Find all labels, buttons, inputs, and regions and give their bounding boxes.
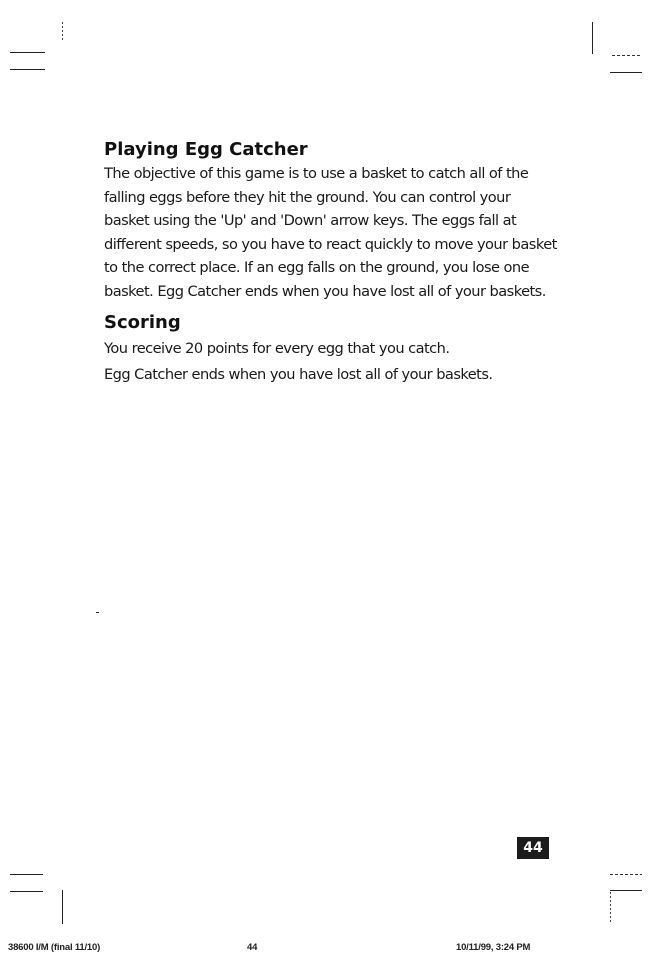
crop-mark-top-right-v (592, 22, 593, 54)
footer-timestamp: 10/11/99, 3:24 PM (456, 942, 531, 953)
section-playing-egg-catcher (104, 138, 559, 303)
crop-mark-bottom-left-h1 (10, 874, 43, 875)
crop-mark-top-right-h1 (612, 55, 642, 56)
section-paragraph: The objective of this game is to use a basket to catch all of the falling eggs before they hit the ground. You can control your basket using the 'Up' and 'Down' arrow keys. The eggs fall at different speeds, so you have to react quickly to move your basket to the correct place. If an egg falls on the ground, you lose one basket. Egg Catcher ends when you have lost all of your baskets. (104, 165, 557, 300)
section-scoring (104, 311, 559, 386)
page-number-badge: 44 (517, 837, 549, 859)
section-paragraph: You receive 20 points for every egg that you catch. (104, 340, 450, 357)
footer-page-label: 44 (247, 942, 258, 953)
crop-mark-bottom-left-h2 (10, 891, 43, 892)
crop-mark-bottom-right-dots (610, 892, 611, 924)
crop-mark-top-left-h1 (10, 52, 45, 53)
crop-mark-bottom-left-v (62, 890, 63, 924)
section-heading-scoring: Scoring (104, 312, 181, 333)
section-heading-playing: Playing Egg Catcher (104, 139, 308, 160)
manual-page-content (104, 138, 559, 386)
footer-file-label: 38600 I/M (final 11/10) (8, 942, 101, 953)
crop-mark-top-left-h2 (10, 69, 45, 70)
crop-mark-bottom-right-h2 (610, 890, 642, 891)
crop-mark-top-left-dots (62, 22, 63, 40)
stray-mark-left (96, 612, 99, 613)
section-paragraph: Egg Catcher ends when you have lost all of your baskets. (104, 365, 493, 383)
crop-mark-top-right-h2 (610, 72, 642, 73)
crop-mark-bottom-right-h1 (610, 874, 642, 875)
